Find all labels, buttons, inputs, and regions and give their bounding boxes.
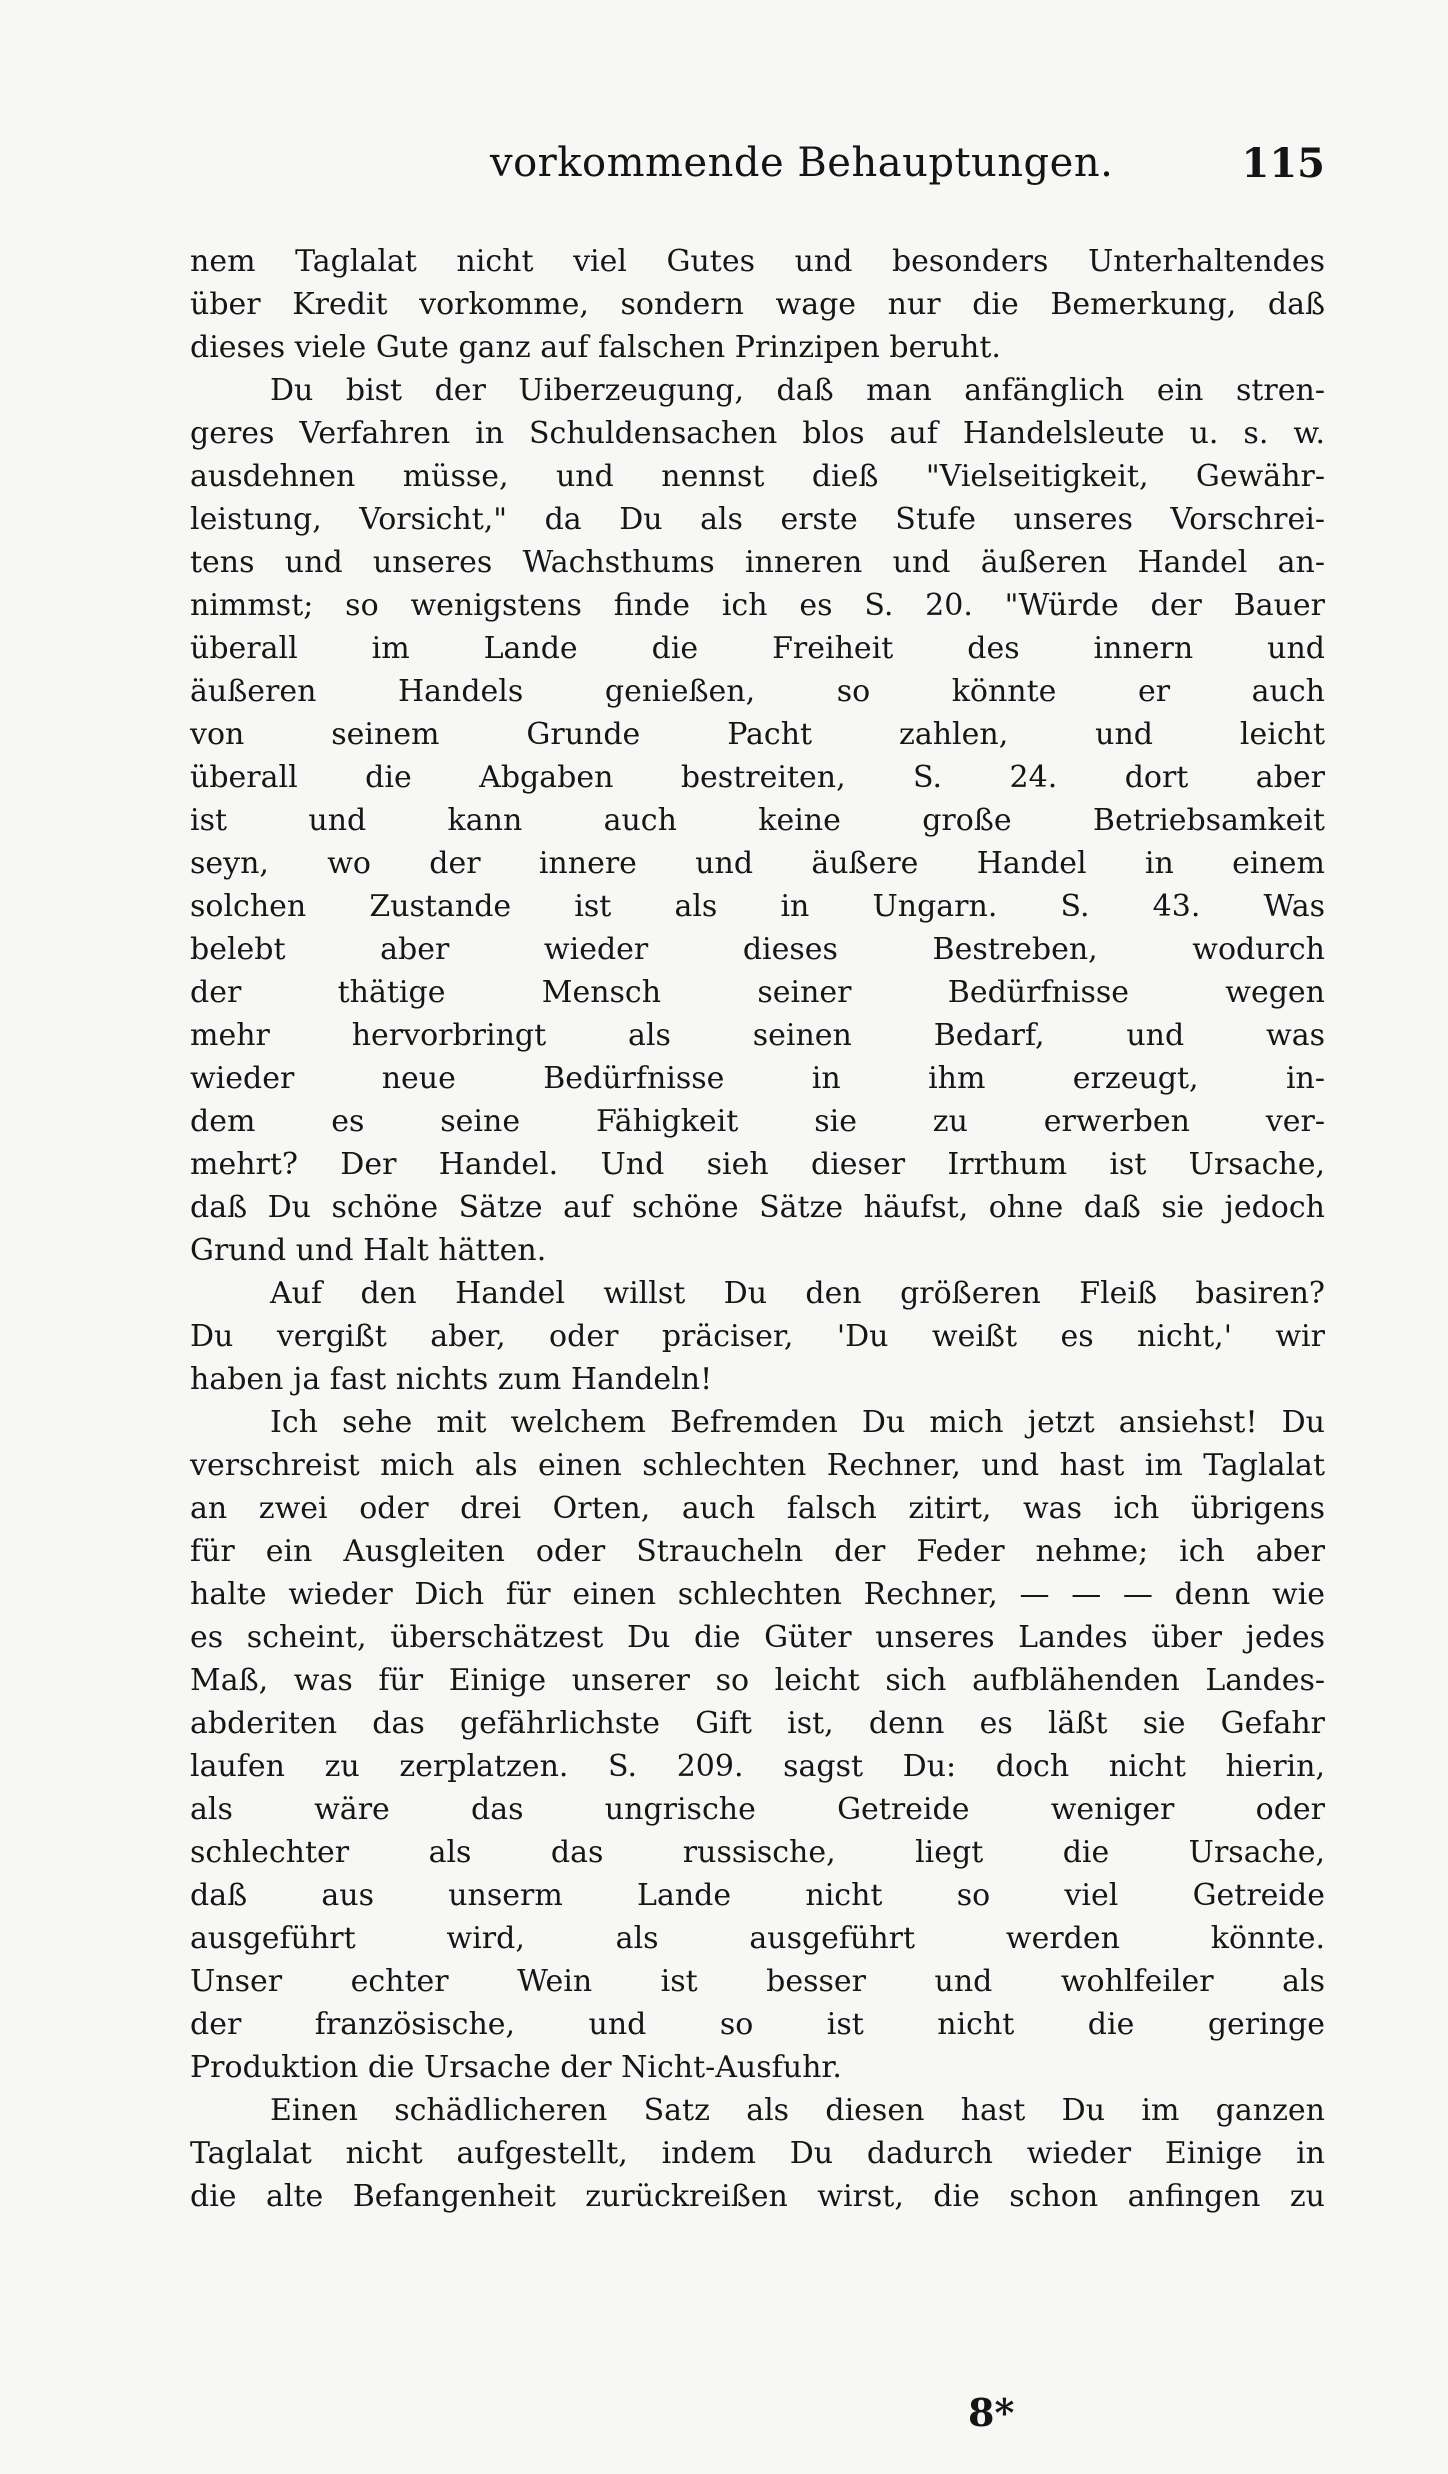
signature-mark: 8* (968, 2390, 1015, 2435)
page-number: 115 (1241, 140, 1325, 187)
text-line: mehrt? Der Handel. Und sieh dieser Irrthum ist Ursache, (190, 1147, 1325, 1182)
text-line: verschreist mich als einen schlechten Rechner, und hast im Taglalat (190, 1448, 1325, 1483)
body-text (190, 240, 1325, 2218)
text-line: überall die Abgaben bestreiten, S. 24. dort aber (190, 760, 1325, 795)
text-line: leistung, Vorsicht," da Du als erste Stufe unseres Vorschrei- (190, 502, 1325, 537)
text-line: überall im Lande die Freiheit des innern und (190, 631, 1325, 666)
text-line: über Kredit vorkomme, sondern wage nur die Bemerkung, daß (190, 287, 1325, 322)
text-line: als wäre das ungrische Getreide weniger oder (190, 1792, 1325, 1827)
text-line: der thätige Mensch seiner Bedürfnisse wegen (190, 975, 1325, 1010)
text-line: belebt aber wieder dieses Bestreben, wodurch (190, 932, 1325, 967)
text-line: Taglalat nicht aufgestellt, indem Du dadurch wieder Einige in (190, 2136, 1325, 2171)
text-line: dieses viele Gute ganz auf falschen Prinzipen beruht. (190, 330, 1001, 365)
text-line: Grund und Halt hätten. (190, 1233, 547, 1268)
page-header (190, 140, 1325, 200)
text-line: daß aus unserm Lande nicht so viel Getreide (190, 1878, 1325, 1913)
text-line: äußeren Handels genießen, so könnte er auch (190, 674, 1325, 709)
text-line: Auf den Handel willst Du den größeren Fleiß basiren? (270, 1276, 1325, 1311)
text-line: seyn, wo der innere und äußere Handel in einem (190, 846, 1325, 881)
text-line: Maß, was für Einige unserer so leicht sich aufblähenden Landes- (190, 1663, 1325, 1698)
text-line: mehr hervorbringt als seinen Bedarf, und was (190, 1018, 1325, 1053)
text-line: der französische, und so ist nicht die geringe (190, 2007, 1325, 2042)
text-line: ist und kann auch keine große Betriebsamkeit (190, 803, 1325, 838)
running-head: vorkommende Behauptungen. (490, 140, 1114, 186)
text-line: solchen Zustande ist als in Ungarn. S. 43. Was (190, 889, 1325, 924)
text-line: Du vergißt aber, oder präciser, 'Du weißt es nicht,' wir (190, 1319, 1325, 1354)
text-line: an zwei oder drei Orten, auch falsch zitirt, was ich übrigens (190, 1491, 1325, 1526)
text-line: nimmst; so wenigstens finde ich es S. 20. "Würde der Bauer (190, 588, 1325, 623)
text-line: ausdehnen müsse, und nennst dieß "Vielseitigkeit, Gewähr- (190, 459, 1325, 494)
text-line: laufen zu zerplatzen. S. 209. sagst Du: doch nicht hierin, (190, 1749, 1325, 1784)
text-line: es scheint, überschätzest Du die Güter unseres Landes über jedes (190, 1620, 1325, 1655)
text-line: wieder neue Bedürfnisse in ihm erzeugt, in- (190, 1061, 1325, 1096)
text-line: von seinem Grunde Pacht zahlen, und leicht (190, 717, 1325, 752)
text-line: nem Taglalat nicht viel Gutes und besonders Unterhaltendes (190, 244, 1325, 279)
text-line: für ein Ausgleiten oder Straucheln der Feder nehme; ich aber (190, 1534, 1325, 1569)
text-line: geres Verfahren in Schuldensachen blos auf Handelsleute u. s. w. (190, 416, 1325, 451)
text-line: Unser echter Wein ist besser und wohlfeiler als (190, 1964, 1325, 1999)
text-line: Ich sehe mit welchem Befremden Du mich jetzt ansiehst! Du (270, 1405, 1325, 1440)
text-line: die alte Befangenheit zurückreißen wirst, die schon anfingen zu (190, 2179, 1325, 2214)
text-line: Produktion die Ursache der Nicht-Ausfuhr. (190, 2050, 842, 2085)
text-line: ausgeführt wird, als ausgeführt werden könnte. (190, 1921, 1325, 1956)
text-line: dem es seine Fähigkeit sie zu erwerben ver- (190, 1104, 1325, 1139)
text-line: tens und unseres Wachsthums inneren und äußeren Handel an- (190, 545, 1325, 580)
text-line: daß Du schöne Sätze auf schöne Sätze häufst, ohne daß sie jedoch (190, 1190, 1325, 1225)
text-line: Du bist der Uiberzeugung, daß man anfänglich ein stren- (270, 373, 1325, 408)
text-line: Einen schädlicheren Satz als diesen hast Du im ganzen (270, 2093, 1325, 2128)
text-line: schlechter als das russische, liegt die Ursache, (190, 1835, 1325, 1870)
text-line: haben ja fast nichts zum Handeln! (190, 1362, 713, 1397)
text-line: halte wieder Dich für einen schlechten Rechner, — — — denn wie (190, 1577, 1325, 1612)
text-line: abderiten das gefährlichste Gift ist, denn es läßt sie Gefahr (190, 1706, 1325, 1741)
